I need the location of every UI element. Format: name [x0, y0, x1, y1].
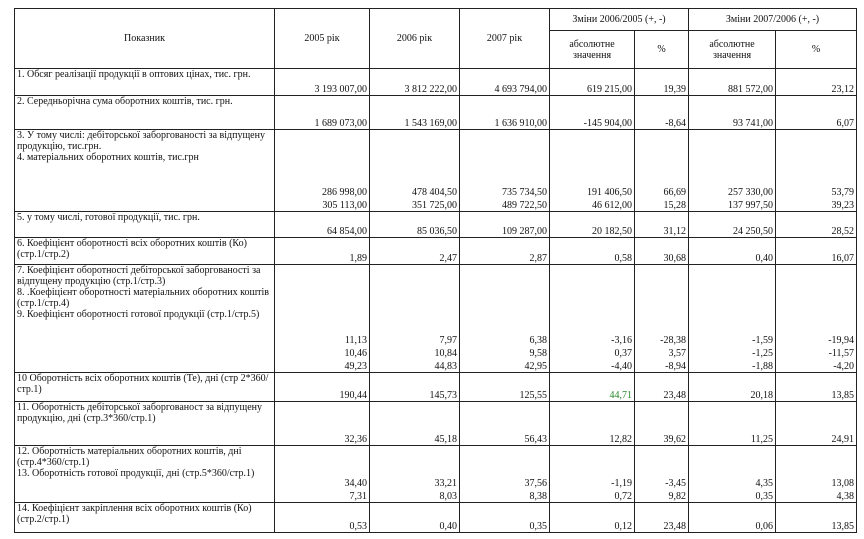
- value-text: 305 113,00: [322, 200, 367, 211]
- value-text: 34,40: [344, 478, 367, 489]
- value-text: 0,72: [614, 491, 632, 502]
- value-cell: [689, 265, 776, 373]
- value-cell: [635, 130, 689, 212]
- value-cell: [275, 212, 370, 238]
- row-label-text: 10 Оборотність всіх оборотних коштів (Те), дні (стр 2*360/стр.1): [17, 373, 269, 395]
- table-row: [15, 265, 857, 373]
- value-cell: [370, 96, 460, 130]
- value-cell: [776, 69, 857, 96]
- value-text: 53,79: [831, 187, 855, 198]
- value-text: 0,40: [755, 253, 774, 264]
- row-label-text: 6. Коефіцієнт оборотності всіх оборотних коштів (Ко) (стр.1/стр.2): [17, 238, 247, 260]
- value-text: 45,18: [434, 434, 457, 445]
- header-2006: 2006 рік: [370, 9, 460, 69]
- table-row: [15, 130, 857, 212]
- value-text: 56,43: [524, 434, 547, 445]
- value-text: 0,12: [614, 521, 632, 532]
- value-text: -8,64: [665, 118, 687, 129]
- value-cell: [689, 130, 776, 212]
- value-cell: [635, 238, 689, 265]
- value-cell: [776, 446, 857, 503]
- value-cell: [550, 446, 635, 503]
- value-cell: [550, 212, 635, 238]
- value-text: 15,28: [663, 200, 687, 211]
- table-body: [15, 69, 857, 533]
- value-text: 2,87: [529, 253, 547, 264]
- value-text: 8,38: [529, 491, 547, 502]
- value-cell: [275, 446, 370, 503]
- value-text: 10,46: [344, 348, 367, 359]
- value-text: 4,38: [836, 491, 855, 502]
- value-text: 881 572,00: [728, 84, 774, 95]
- value-text: 191 406,50: [587, 187, 632, 198]
- row-label-text: 9. Коефіцієнт оборотності готової продукції (стр.1/стр.5): [17, 309, 260, 320]
- value-cell: [460, 503, 550, 533]
- value-text: 33,21: [434, 478, 457, 489]
- value-cell: [370, 373, 460, 402]
- row-label: [15, 212, 275, 238]
- value-text: 9,82: [668, 491, 687, 502]
- row-label-text: 7. Коефіцієнт оборотності дебіторської заборгованості за відпущену продукцію (стр.1/стр.3): [17, 265, 261, 287]
- header-2007: 2007 рік: [460, 9, 550, 69]
- value-text: 20 182,50: [592, 226, 632, 237]
- value-text: 66,69: [663, 187, 687, 198]
- row-label-text: 4. матеріальних оборотних коштів, тис.грн: [17, 152, 199, 163]
- value-cell: [635, 69, 689, 96]
- value-text: 37,56: [524, 478, 547, 489]
- value-cell: [689, 373, 776, 402]
- row-label: [15, 69, 275, 96]
- value-cell: [776, 212, 857, 238]
- working-capital-table: [14, 8, 857, 533]
- value-text: 3,57: [668, 348, 687, 359]
- row-label-text: 8. .Коефіцієнт оборотності матеріальних оборотних коштів (стр.1/стр.4): [17, 287, 270, 309]
- row-label-text: 13. Оборотність готової продукції, дні (стр.5*360/стр.1): [17, 468, 255, 479]
- table-row: [15, 69, 857, 96]
- table-row: [15, 402, 857, 446]
- value-text: -1,88: [752, 361, 774, 372]
- value-text: 257 330,00: [728, 187, 774, 198]
- row-label-text: 2. Середньорічна сума оборотних коштів, тис. грн.: [17, 96, 233, 107]
- value-text: 23,48: [663, 390, 687, 401]
- value-cell: [370, 69, 460, 96]
- value-text: 16,07: [831, 253, 855, 264]
- header-change-2006-2005: Зміни 2006/2005 (+, -): [550, 9, 689, 31]
- value-text: 8,03: [439, 491, 457, 502]
- value-cell: [550, 402, 635, 446]
- value-cell: [635, 373, 689, 402]
- value-text: 13,85: [831, 521, 855, 532]
- value-text: 10,84: [434, 348, 457, 359]
- value-text: 30,68: [663, 253, 687, 264]
- value-text: -3,16: [611, 335, 632, 346]
- value-text: 4,35: [755, 478, 774, 489]
- value-text: 0,58: [614, 253, 632, 264]
- row-label: [15, 446, 275, 503]
- value-cell: [550, 265, 635, 373]
- row-label-text: 14. Коефіцієнт закріплення всіх оборотних коштів (Ко) (стр.2/стр.1): [17, 503, 252, 525]
- value-cell: [460, 130, 550, 212]
- value-cell: [776, 238, 857, 265]
- value-cell: [689, 238, 776, 265]
- value-text: 49,23: [344, 361, 367, 372]
- value-cell: [776, 503, 857, 533]
- value-text: 1 543 169,00: [404, 118, 457, 129]
- row-label: [15, 402, 275, 446]
- value-text: 4 693 794,00: [494, 84, 547, 95]
- value-text: 19,39: [663, 84, 687, 95]
- table-row: [15, 212, 857, 238]
- row-label-text: 11. Оборотність дебіторської заборгованост за відпущену продукцію, дні (стр.3*360/стр.1): [17, 402, 263, 424]
- value-cell: [460, 238, 550, 265]
- value-cell: [275, 69, 370, 96]
- value-cell: [689, 402, 776, 446]
- value-text: 28,52: [831, 226, 855, 237]
- value-cell: [370, 212, 460, 238]
- value-cell: [275, 402, 370, 446]
- value-cell: [460, 212, 550, 238]
- value-text: 42,95: [524, 361, 547, 372]
- value-cell: [776, 96, 857, 130]
- row-label-text: 5. у тому числі, готової продукції, тис. грн.: [17, 212, 200, 223]
- value-text: -145 904,00: [583, 118, 632, 129]
- value-cell: [460, 446, 550, 503]
- value-cell: [550, 96, 635, 130]
- value-text: 0,40: [439, 521, 457, 532]
- value-text: 1 636 910,00: [494, 118, 547, 129]
- value-cell: [635, 212, 689, 238]
- value-cell: [776, 265, 857, 373]
- value-cell: [776, 402, 857, 446]
- row-label: [15, 503, 275, 533]
- value-text: 93 741,00: [733, 118, 774, 129]
- value-text: 11,13: [344, 335, 367, 346]
- value-text: 6,38: [529, 335, 547, 346]
- value-cell: [689, 212, 776, 238]
- value-cell: [460, 69, 550, 96]
- value-text: 13,08: [831, 478, 855, 489]
- value-cell: [550, 69, 635, 96]
- value-text: 39,62: [663, 434, 687, 445]
- value-text: -4,20: [833, 361, 855, 372]
- table-row: [15, 96, 857, 130]
- value-cell: [689, 69, 776, 96]
- value-cell: [370, 503, 460, 533]
- table-row: [15, 446, 857, 503]
- value-text: 0,37: [614, 348, 632, 359]
- value-text: 13,85: [831, 390, 855, 401]
- value-text: 351 725,00: [412, 200, 457, 211]
- value-cell: [689, 96, 776, 130]
- row-label-text: 1. Обсяг реалізації продукції в оптових цінах, тис. грн.: [17, 69, 251, 80]
- value-cell: [460, 373, 550, 402]
- value-text: 20,18: [750, 390, 774, 401]
- value-cell: [370, 446, 460, 503]
- value-text: 31,12: [663, 226, 687, 237]
- value-text: 619 215,00: [587, 84, 632, 95]
- row-label: [15, 238, 275, 265]
- value-text: 7,31: [349, 491, 367, 502]
- value-text: 44,83: [434, 361, 457, 372]
- value-text: 1,89: [349, 253, 367, 264]
- value-text: 0,35: [529, 521, 547, 532]
- value-text: -8,94: [665, 361, 687, 372]
- value-text: 39,23: [831, 200, 855, 211]
- value-text: -1,19: [611, 478, 632, 489]
- value-text: 0,53: [349, 521, 367, 532]
- value-cell: [635, 503, 689, 533]
- value-cell: [460, 96, 550, 130]
- value-cell: [635, 265, 689, 373]
- value-text: -19,94: [828, 335, 855, 346]
- row-label: [15, 265, 275, 373]
- value-text: 46 612,00: [592, 200, 632, 211]
- value-text: 125,55: [519, 390, 547, 401]
- value-text: 489 722,50: [502, 200, 547, 211]
- header-abs-1: абсолютне значення: [550, 31, 635, 69]
- value-cell: [460, 265, 550, 373]
- value-text: 735 734,50: [502, 187, 547, 198]
- value-text: -4,40: [611, 361, 632, 372]
- value-cell: [635, 446, 689, 503]
- value-text: -1,59: [752, 335, 774, 346]
- value-text: 2,47: [439, 253, 457, 264]
- value-text: 137 997,50: [728, 200, 774, 211]
- value-text: 109 287,00: [502, 226, 547, 237]
- row-label: [15, 96, 275, 130]
- value-text: 286 998,00: [322, 187, 367, 198]
- row-label-text: 3. У тому числі: дебіторської заборгованості за відпущену продукцію, тис.грн.: [17, 130, 265, 152]
- value-cell: [275, 373, 370, 402]
- table-row: [15, 373, 857, 402]
- value-cell: [275, 238, 370, 265]
- value-text: 23,48: [663, 521, 687, 532]
- value-text: 3 812 222,00: [404, 84, 457, 95]
- value-cell: [370, 265, 460, 373]
- value-cell: [275, 96, 370, 130]
- header-abs-2: абсолютне значення: [689, 31, 776, 69]
- value-text: 7,97: [439, 335, 457, 346]
- header-pct-1: %: [635, 31, 689, 69]
- value-text: -1,25: [752, 348, 774, 359]
- value-cell: [460, 402, 550, 446]
- value-text: -3,45: [665, 478, 687, 489]
- value-cell: [370, 130, 460, 212]
- value-text: 85 036,50: [417, 226, 457, 237]
- value-text: 0,35: [755, 491, 774, 502]
- value-cell: [275, 130, 370, 212]
- value-cell: [776, 130, 857, 212]
- table-row: [15, 503, 857, 533]
- value-text: 64 854,00: [327, 226, 367, 237]
- value-text: 6,07: [836, 118, 855, 129]
- value-cell: [550, 373, 635, 402]
- value-text: 44,71: [609, 390, 632, 401]
- value-text: 24 250,50: [733, 226, 774, 237]
- value-cell: [550, 130, 635, 212]
- value-cell: [689, 503, 776, 533]
- value-text: 24,91: [831, 434, 855, 445]
- value-text: 3 193 007,00: [314, 84, 367, 95]
- value-text: 9,58: [529, 348, 547, 359]
- table-row: [15, 238, 857, 265]
- value-cell: [370, 402, 460, 446]
- header-indicator: Показник: [15, 9, 275, 69]
- value-cell: [635, 96, 689, 130]
- value-cell: [550, 238, 635, 265]
- value-text: 1 689 073,00: [314, 118, 367, 129]
- row-label: [15, 373, 275, 402]
- value-text: 0,06: [755, 521, 774, 532]
- value-cell: [275, 265, 370, 373]
- value-cell: [275, 503, 370, 533]
- header-pct-2: %: [776, 31, 857, 69]
- value-text: 32,36: [344, 434, 367, 445]
- row-label-text: 12. Оборотність матеріальних оборотних коштів, дні (стр.4*360/стр.1): [17, 446, 242, 468]
- value-cell: [635, 402, 689, 446]
- value-cell: [689, 446, 776, 503]
- value-cell: [550, 503, 635, 533]
- value-text: 145,73: [429, 390, 457, 401]
- value-cell: [776, 373, 857, 402]
- header-2005: 2005 рік: [275, 9, 370, 69]
- value-text: 478 404,50: [412, 187, 457, 198]
- row-label: [15, 130, 275, 212]
- value-cell: [370, 238, 460, 265]
- value-text: 11,25: [750, 434, 774, 445]
- value-text: 23,12: [831, 84, 855, 95]
- value-text: -28,38: [660, 335, 687, 346]
- value-text: 12,82: [609, 434, 632, 445]
- value-text: 190,44: [339, 390, 367, 401]
- header-change-2007-2006: Зміни 2007/2006 (+, -): [689, 9, 857, 31]
- value-text: -11,57: [828, 348, 855, 359]
